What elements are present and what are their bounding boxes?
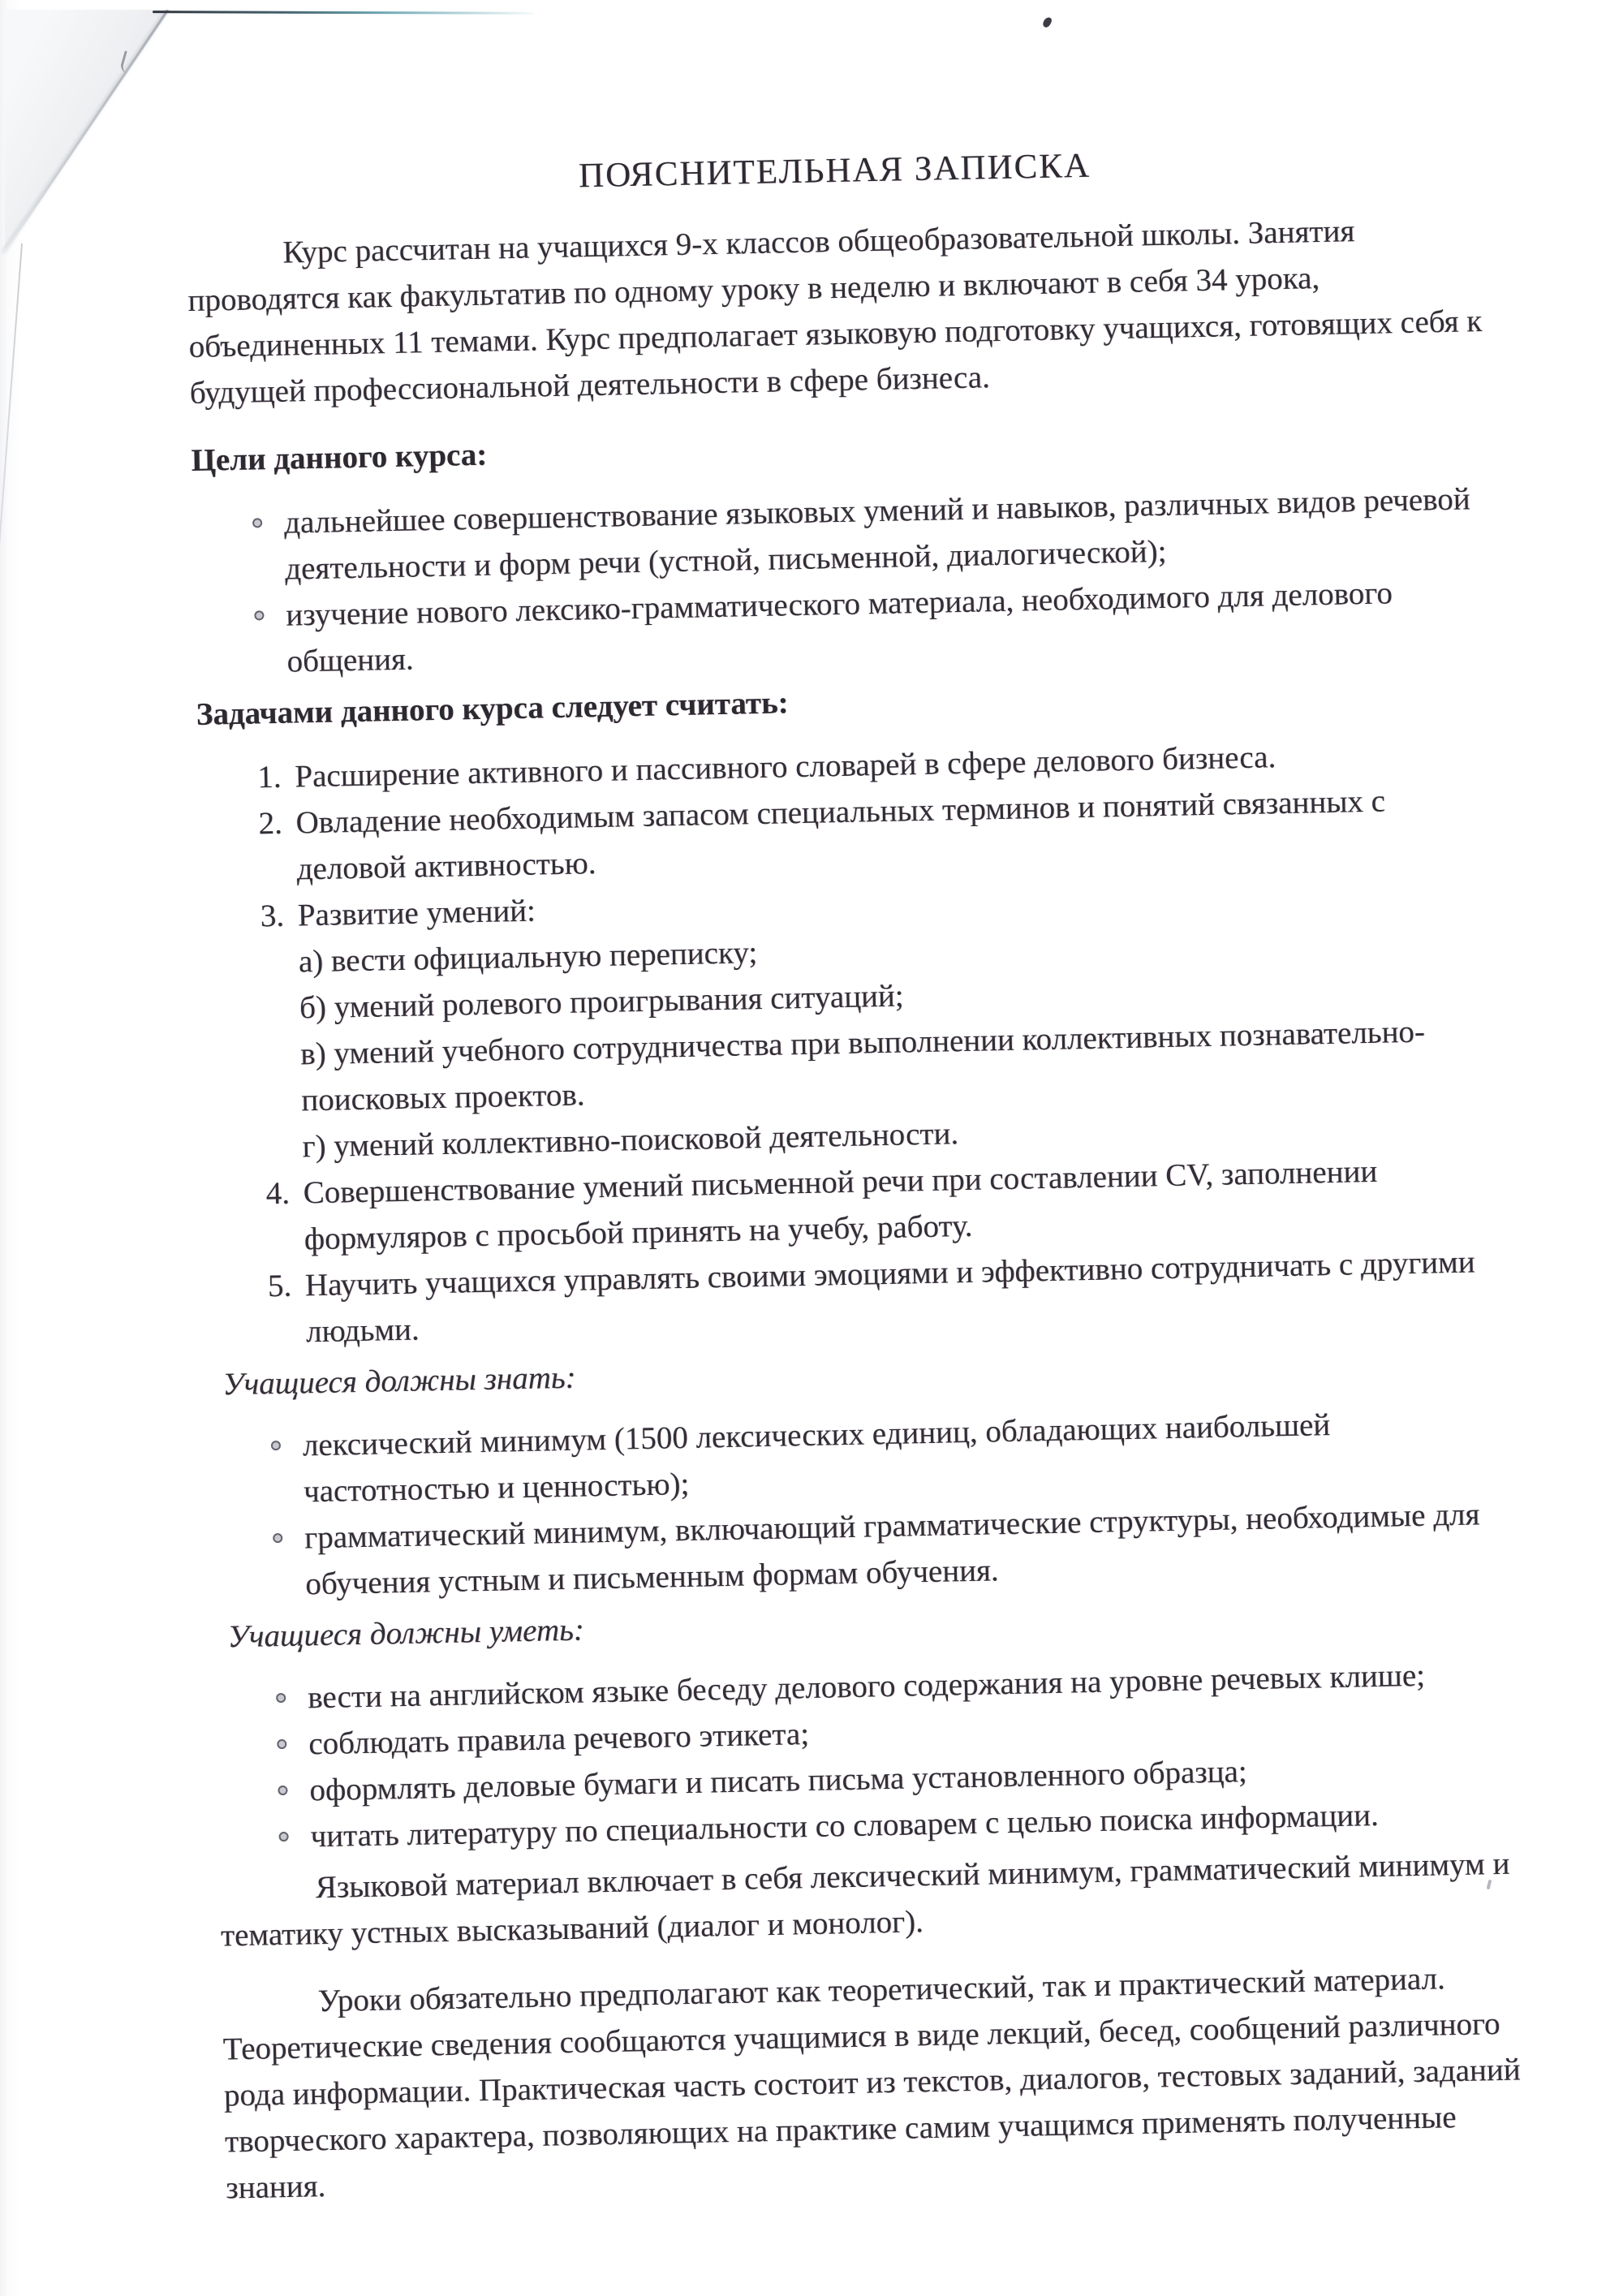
item-text: Расширение активного и пассивного словарей в сфере делового бизнеса. (294, 739, 1276, 795)
item-number: 1. (256, 759, 282, 795)
bullet-icon (254, 610, 264, 620)
able-heading: Учащиеся должны уметь: (227, 1612, 585, 1655)
list-item-text: дальнейшее совершенствование языковых умений и навыков, различных видов речевой деятельности и форм речи (устной, письменной, диалогической); (283, 481, 1471, 587)
bullet-icon (278, 1786, 287, 1795)
item-text: Развитие умений: (297, 893, 536, 933)
list-item-text: лексический минимум (1500 лексических единиц, обладающих наибольшей частотностью и ценностью); (302, 1407, 1331, 1510)
page-title: ПОЯСНИТЕЛЬНАЯ ЗАПИСКА (578, 146, 1091, 196)
page-left-edge-shadow (0, 243, 23, 794)
lessons-paragraph: Уроки обязательно предполагают как теоретический, так и практический материал. Теоретические сведения сообщаются учащимися в виде лекций, бесед, сообщений различного рода информации. Практическая часть состоит из текстов, диалогов, тестовых заданий, заданий творческого характера, позволяющих на практике самим учащимся применять полученные знания. (222, 1961, 1522, 2206)
bullet-icon (276, 1693, 286, 1703)
know-list (210, 1398, 1512, 1609)
list-item-text: читать литературу по специальности со словарем с целью поиска информации. (310, 1797, 1380, 1854)
sub-item: в) умений учебного сотрудничества при выполнении коллективных познавательно-поисковых проектов. (299, 1014, 1426, 1118)
sub-item: а) вести официальную переписку; (298, 935, 758, 980)
sub-item: г) умений коллективно-поисковой деятельности. (302, 1116, 959, 1165)
intro-paragraph: Курс рассчитан на учащихся 9-х классов общеобразовательной школы. Занятия проводятся как факультатив по одному уроку в неделю и включают в себя 34 урока, объединенных 11 темами. Курс предполагает языковую подготовку учащихся, готовящих себя к будущей профессиональной деятельности в сфере бизнеса. (187, 213, 1483, 411)
document-content (185, 135, 1525, 2233)
tasks-list (197, 730, 1508, 1357)
bullet-icon (279, 1832, 289, 1842)
item-number: 4. (265, 1175, 291, 1212)
language-material-paragraph: Языковой материал включает в себя лексический минимум, грамматический минимум и тематику устных высказываний (диалог и монолог). (220, 1846, 1510, 1954)
list-item-text: вести на английском языке беседу делового содержания на уровне речевых клише; (307, 1657, 1426, 1716)
goals-list (192, 476, 1494, 687)
bullet-icon (252, 518, 262, 528)
scan-speck-icon (1042, 16, 1053, 29)
able-list (216, 1651, 1518, 1862)
item-number: 2. (258, 805, 283, 842)
list-item-text: оформлять деловые бумаги и писать письма установленного образца; (309, 1754, 1248, 1808)
item-text: Научить учащихся управлять своими эмоциями и эффективно сотрудничать с другими людьми. (304, 1244, 1476, 1350)
bullet-icon (277, 1739, 286, 1749)
bullet-icon (271, 1441, 281, 1450)
tasks-heading: Задачами данного курса следует считать: (196, 685, 790, 732)
sub-item: б) умений ролевого проигрывания ситуаций; (299, 978, 905, 1026)
item-text: Овладение необходимым запасом специальных терминов и понятий связанных с деловой активностью. (295, 783, 1386, 887)
know-heading: Учащиеся должны знать: (222, 1359, 577, 1402)
list-item-text: изучение нового лексико-грамматического материала, необходимого для делового общения. (285, 575, 1393, 679)
item-text: Совершенствование умений письменной речи при составлении CV, заполнении формуляров с просьбой принять на учебу, работу. (303, 1153, 1378, 1257)
list-item-text: грамматический минимум, включающий грамматические структуры, необходимые для обучения устным и письменным формам обучения. (304, 1497, 1480, 1602)
bullet-icon (273, 1533, 282, 1543)
scan-top-edge-line (153, 11, 534, 15)
item-number: 5. (267, 1268, 292, 1304)
goals-heading: Цели данного курса: (191, 437, 488, 478)
item-number: 3. (260, 898, 285, 934)
list-item-text: соблюдать правила речевого этикета; (308, 1717, 810, 1762)
subitems-list (298, 915, 1503, 1170)
